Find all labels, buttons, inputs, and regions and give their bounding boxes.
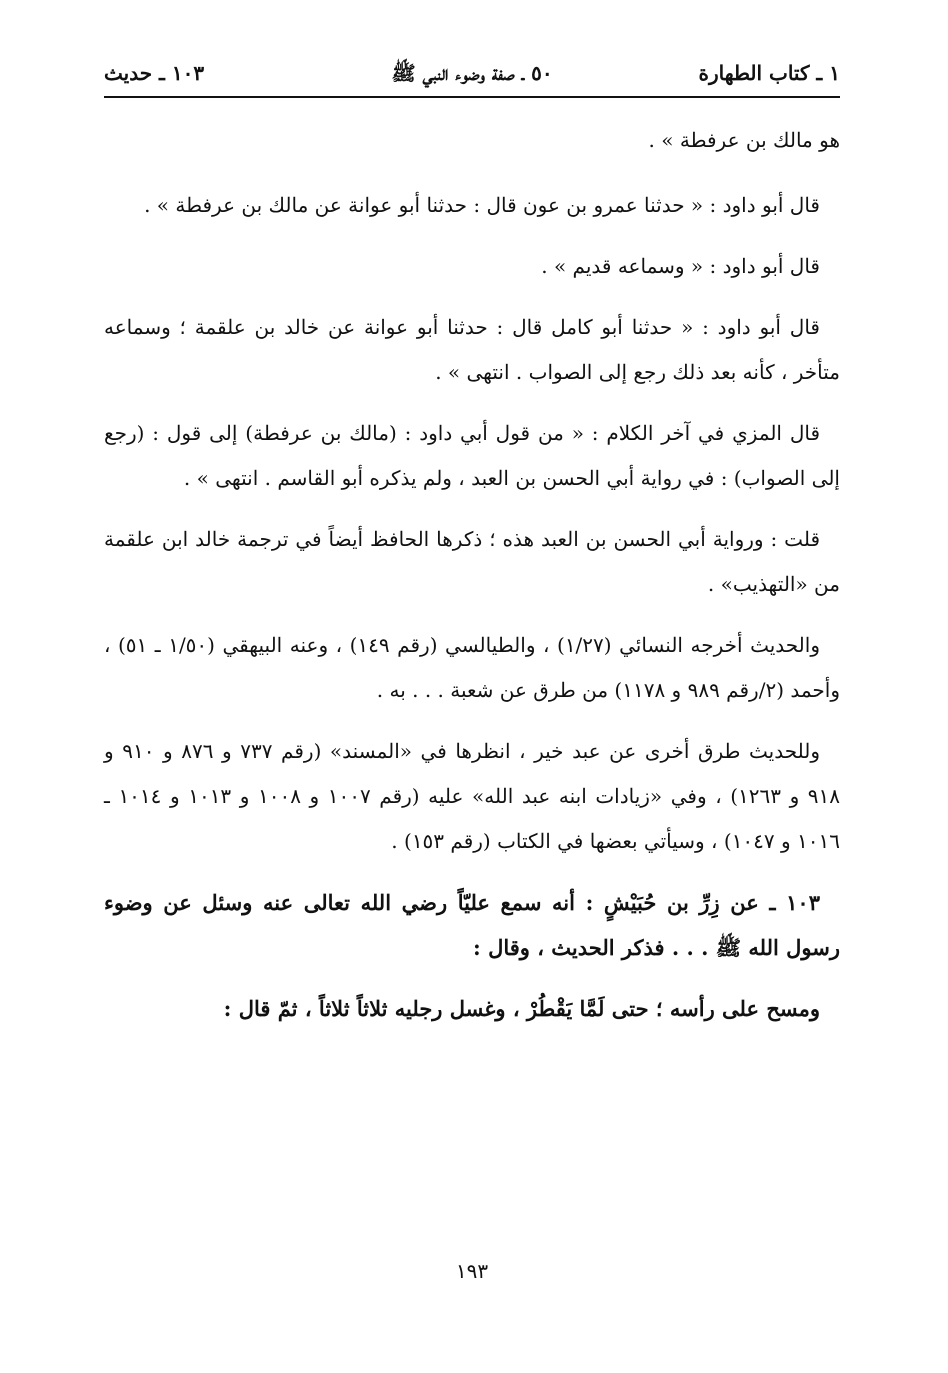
running-header	[104, 52, 840, 94]
paragraph-mizzi: قال المزي في آخر الكلام : « من قول أبي داود : (مالك بن عرفطة) إلى قول : (رجع إلى الصواب) : في رواية أبي الحسن بن العبد ، ولم يذكره أبو القاسم . انتهى » .	[104, 421, 840, 490]
paragraph-continuation: هو مالك بن عرفطة » .	[648, 128, 840, 152]
paragraph-other-routes: وللحديث طرق أخرى عن عبد خير ، انظرها في «المسند» (رقم ٧٣٧ و ٨٧٦ و ٩١٠ و ٩١٨ و ١٢٦٣) ، وفي «زيادات ابنه عبد الله» عليه (رقم ١٠٠٧ و ١٠٠٨ و ١٠١٣ و ١٠١٤ ـ ١٠١٦ و ١٠٤٧) ، وسيأتي بعضها في الكتاب (رقم ١٥٣) .	[104, 739, 841, 853]
hadith-103-heading: ١٠٣ ـ عن زِرِّ بن حُبَيْشٍ : أنه سمع عليّاً رضي الله تعالى عنه وسئل عن وضوء رسول الله ﷺ . . . فذكر الحديث ، وقال :	[104, 890, 840, 960]
hadith-103-text: ومسح على رأسه ؛ حتى لَمَّا يَقْطُرْ ، وغسل رجليه ثلاثاً ثلاثاً ، ثمّ قال :	[223, 996, 820, 1021]
paragraph-takhrij: والحديث أخرجه النسائي (١/٢٧) ، والطيالسي (رقم ١٤٩) ، وعنه البيهقي (١/٥٠ ـ ٥١) ، وأحمد (٢/رقم ٩٨٩ و ١١٧٨) من طرق عن شعبة . . . به .	[104, 633, 840, 702]
paragraph-abu-dawud-2: قال أبو داود : « وسماعه قديم » .	[541, 254, 820, 278]
header-divider	[104, 96, 840, 98]
paragraph-qultu: قلت : ورواية أبي الحسن بن العبد هذه ؛ ذكرها الحافظ أيضاً في ترجمة خالد ابن علقمة من «التهذيب» .	[104, 527, 840, 596]
page-number: ١٩٣	[455, 1259, 489, 1283]
header-chapter-title: ٥٠ ـ صفة وضوء النبي ﷺ	[391, 61, 553, 85]
book-page	[104, 52, 840, 1332]
paragraph-abu-dawud-3: قال أبو داود : « حدثنا أبو كامل قال : حدثنا أبو عوانة عن خالد بن علقمة ؛ وسماعه متأخر ، كأنه بعد ذلك رجع إلى الصواب . انتهى » .	[104, 315, 840, 384]
header-hadith-number: ١٠٣ ـ حديث	[104, 61, 205, 85]
page-body	[104, 118, 840, 1031]
paragraph-abu-dawud-1: قال أبو داود : « حدثنا عمرو بن عون قال : حدثنا أبو عوانة عن مالك بن عرفطة » .	[144, 193, 820, 217]
header-book-title: ١ ـ كتاب الطهارة	[698, 61, 840, 85]
